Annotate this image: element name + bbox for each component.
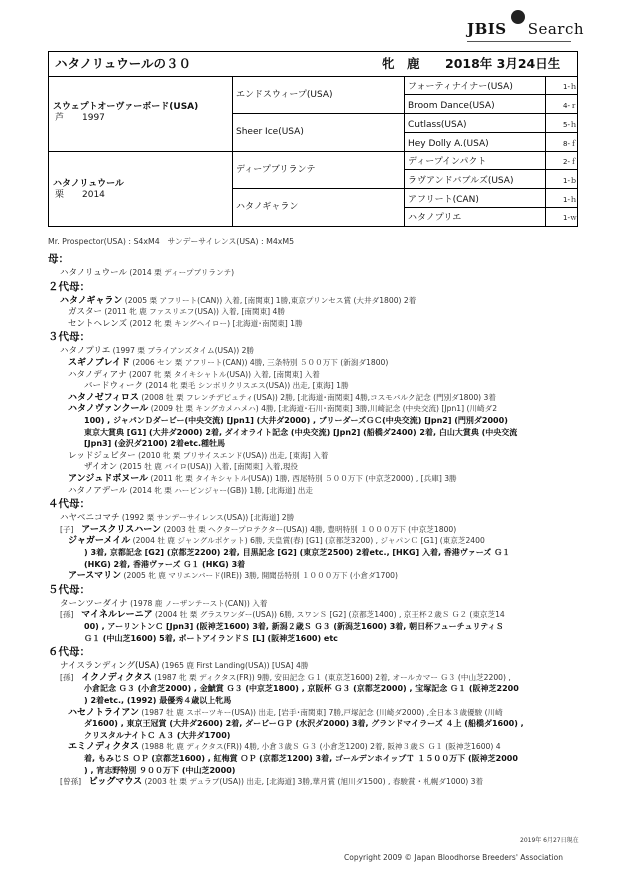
dam-info: 栗 2014 [55,190,105,200]
generation-heading: ５代母： [48,583,90,596]
horse-link[interactable]: アンジュドボヌール [68,474,149,484]
generation-heading: ４代母： [48,498,90,511]
relation-tag: [子] [60,524,74,534]
g3-name[interactable]: フォーティナイナー(USA) [408,82,513,92]
record-continuation: 着, もみじＳ ＯＰ (京都芝1600) , 紅梅賞 ＯＰ (京都芝1200) 3着, ゴールデンホイップＴ １５００万下 (阪神芝2000 [84,754,518,763]
horse-link[interactable]: エミノディクタス [68,742,140,753]
descendant-record [68,392,496,404]
family-code: 1-ｂ [563,177,577,185]
horse-link[interactable]: バードウィーク [84,381,143,392]
horse-color-sex: 牝 鹿 [382,56,420,71]
pedigree-table [48,51,578,227]
horse-link[interactable]: イクノディクタス [81,672,152,683]
horse-record: (2009 牡 栗 キングカメハメハ) 4勝, [北海道･石川･南関東] 3勝,川崎記念 (中央交流) [Jpn1] (川崎ダ2 [148,404,498,414]
record-continuation: 00) , アーリントンＣ [Jpn3] (阪神芝1600) 3着, 新潟２歳Ｓ Ｇ３ (新潟芝1600) 3着, 朝日杯フューチュリティＳ [84,622,504,631]
horse-record: (2012 牝 栗 キングヘイロー) [北海道･南関東] 1勝 [127,318,303,328]
dam-sire[interactable]: ディープブリランテ [236,165,316,175]
record-continuation: ) , 宵志野特別 ９００万下 (中山芝2000) [84,765,236,775]
horse-record: (1997 栗 ブライアンズタイム(USA)) 2勝 [110,346,255,356]
descendant-record [68,369,320,381]
horse-record: (1965 鹿 First Landing(USA)) [USA] 4勝 [159,661,309,671]
horse-record: (2005 栗 アフリート(CAN)) 入着, [南関東] 1勝,東京プリンセス賞 (大井ダ1800) 2着 [122,295,417,305]
record-continuation: ダ1600) , 東京王冠賞 (大井ダ2600) 2着, ダービーＧＰ (水沢ダ2000) 3着, グランドマイラーズ ４上 (船橋ダ1600) , [84,719,524,729]
horse-link[interactable]: ハタノリュウール [60,268,127,278]
generation-heading: 母： [48,253,69,265]
family-code: 1-ｗ [563,214,577,222]
descendant-record [68,535,485,547]
horse-link[interactable]: ナイスランディング(USA) [60,661,160,672]
relation-tag: [曾孫] [60,777,82,787]
horse-record: (2004 牡 鹿 ジャングルポケット) 6勝, 天皇賞(春) [G1] (京都芝3200) , ジャパンＣ [G1] (東京芝2400 [130,536,485,546]
horse-link[interactable]: ターンツーダイナ [60,598,128,609]
horse-record: (2003 牡 栗 ヘクタープロテクター(USA)) 4勝, 豊明特別 １０００万下 (中京芝1800) [161,524,457,534]
horse-record: (2010 牝 栗 ブリサイスエンド(USA)) 出走, [東海] 入着 [135,450,329,460]
generation-heading: ３代母： [48,331,90,344]
horse-link[interactable]: スギノブレイド [68,358,131,368]
sire-info: 芦 1997 [55,113,105,123]
g3-name[interactable]: Broom Dance(USA) [408,101,495,111]
record-continuation: 小倉記念 Ｇ３ (小倉芝2000) , 金鯱賞 Ｇ３ (中京芝1800) , 京阪杯 Ｇ３ (京都芝2000) , 宝塚記念 Ｇ１ (阪神芝2200 [84,684,519,694]
horse-link[interactable]: アースクリスハーン [81,524,162,535]
logo-underline [467,41,571,42]
horse-link[interactable]: ザイオン [84,462,118,473]
descendant-record [60,512,294,524]
horse-record: (2011 牝 栗 タイキシャトル(USA)) 1勝, 西尾特別 ５００万下 (中京芝2000) , [兵庫] 3勝 [148,474,457,483]
descendant-record [60,660,308,672]
horse-link[interactable]: レッドジュビター [68,450,136,461]
horse-record: (1978 鹿 ノーザンテースト(CAN)) 入着 [127,598,268,608]
descendant-record [68,306,285,318]
horse-link[interactable]: ガスター [68,307,103,318]
record-continuation: 100) , ジャパンＤダービー(中央交流) [Jpn1] (大井ダ2000) , ブリーダーズＧＣ(中央交流) [Jpn2] (門別ダ2000) [84,416,508,425]
family-code: 1-ｈ [563,83,577,91]
descendant-record [84,380,349,392]
record-continuation: Ｇ１ (中山芝1600) 5着, ポートアイランドＳ [L] (阪神芝1600) etc [84,633,338,643]
horse-record: (2008 牡 栗 フレンチデピュティ(USA)) 2勝, [北海道･南関東] 4勝,コスモバルク記念 (門別ダ1800) 3着 [138,392,496,402]
descendant-record [68,450,328,462]
record-continuation: [Jpn3] (金沢ダ2100) 2着etc.種牡馬 [84,439,226,449]
horse-link[interactable]: ハセノトライアン [68,707,140,718]
g3-name[interactable]: ラヴアンドバブルズ(USA) [408,176,514,186]
record-continuation: 東京大賞典 [G1] (大井ダ2000) 2着, ダイオライト記念 (中央交流) [Jpn2] (船橋ダ2400) 2着, 白山大賞典 (中央交流 [84,427,518,437]
family-code: 8-ｆ [563,140,577,148]
sire-name[interactable]: スウェプトオーヴァーボード(USA) [53,102,199,112]
descendant-record [68,570,398,582]
jbis-search-logo[interactable] [467,8,585,42]
horse-record: (2014 栗 ディープブリランテ) [126,268,235,277]
g3-name[interactable]: Cutlass(USA) [408,120,467,130]
horse-name: ハタノリュウールの３０ [55,56,192,71]
horse-record: (2011 牝 鹿 ファスリエフ(USA)) 入着, [南関東] 4勝 [102,307,285,317]
descendant-record [60,609,505,621]
horse-link[interactable]: ハタノアデール [68,485,128,496]
descendant-record [68,473,457,485]
descendant-record [68,485,313,497]
g3-name[interactable]: ハタノプリエ [408,213,462,223]
horse-record: (2014 牝 栗 ハービンジャー(GB)) 1勝, [北海道] 出走 [127,485,313,495]
logo-text: JBIS Search [467,20,585,38]
sire-sire[interactable]: エンドスウィープ(USA) [236,90,333,100]
horse-link[interactable]: ハタノプリエ [60,346,111,357]
generation-heading: ２代母： [48,280,90,293]
horse-link[interactable]: ハタノヴァンクール [68,404,149,415]
descendant-record [60,295,416,307]
horse-record: (1992 栗 サンデーサイレンス(USA)) [北海道] 2勝 [119,513,295,523]
record-continuation: (HKG) 2着, 香港ヴァーズ Ｇ１ (HKG) 3着 [84,559,246,569]
family-code: 4-ｒ [563,102,577,110]
descendant-record [60,776,483,788]
record-continuation: ) 3着, 京都記念 [G2] (京都芝2200) 2着, 目黒記念 [G2] (東京芝2500) 2着etc., [HKG] 入着, 香港ヴァーズ Ｇ１ [84,548,511,557]
descendant-record [60,672,511,684]
record-continuation: ) 2着etc., (1992) 最優秀４歳以上牝馬 [84,696,232,705]
horse-link[interactable]: ハタノディアナ [68,369,127,380]
horse-link[interactable]: マイネルレーニア [81,610,153,621]
horse-record: (2004 牡 栗 グラスワンダー(USA)) 6勝, スワンＳ [G2] (京都芝1400) , 京王杯２歳Ｓ Ｇ２ (東京芝14 [152,610,505,620]
dam-name[interactable]: ハタノリュウール [53,179,124,189]
family-code: 1-ｈ [563,196,577,204]
horse-record: (2003 牡 栗 デュラブ(USA)) 出走, [北海道] 3勝,華月賞 (旭川ダ1500) , 春駿賞・札幌ダ1000) 3着 [142,777,484,787]
horse-record: (2015 牡 鹿 バイロ(USA)) 入着, [南関東] 入着,現役 [117,462,299,472]
horse-link[interactable]: ジャガーメイル [68,536,131,547]
copyright: Copyright 2009 © Japan Bloodhorse Breeders' Association [344,853,563,862]
descendant-record [60,345,254,357]
horse-record: (2006 セン 栗 アフリート(CAN)) 4勝, 三条特別 ５００万下 (新潟ダ1800) [130,358,389,367]
horse-record: (2014 牝 栗毛 シンボリクリスエス(USA)) 出走, [東海] 1勝 [143,381,349,391]
descendant-record [60,598,267,610]
descendant-record [84,461,298,473]
descendant-record [68,741,501,753]
horse-link[interactable]: アースマリン [68,571,122,582]
horse-link[interactable]: ハヤベニコマチ [60,513,120,524]
relation-tag: [孫] [60,672,74,682]
g3-name[interactable]: ディープインパクト [408,157,487,167]
horse-record: (1988 牝 鹿 ディクタス(FR)) 4勝, 小倉３歳Ｓ Ｇ３ (小倉芝1200) 2着, 阪神３歳Ｓ Ｇ１ (阪神芝1600) 4 [139,742,501,752]
dam-dam[interactable]: ハタノギャラン [236,202,299,212]
horse-record: (1987 牡 鹿 スポーツキー(USA)) 出走, [岩手･南関東] 7勝,戸塚記念 (川崎ダ2000) ,全日本３歳優駿 (川崎 [139,707,503,717]
horse-link[interactable]: ビッグマウス [88,777,143,788]
horse-record: (2005 牝 鹿 マリエンバード(IRE)) 3勝, 開聞岳特別 １０００万下 (小倉ダ1700) [121,571,398,581]
descendant-record [60,524,456,536]
as-of-date: 2019年 6月27日現在 [520,837,579,844]
family-code: 2-ｆ [563,158,577,166]
relation-tag: [孫] [60,610,74,620]
descendant-record [68,318,303,330]
descendant-record [68,403,497,415]
family-code: 5-ｈ [563,121,577,129]
birth-date: 2018年 3月24日生 [445,56,561,71]
descendant-record [68,707,503,719]
globe-icon [511,10,525,24]
sire-dam[interactable]: Sheer Ice(USA) [236,127,304,137]
generation-heading: ６代母： [48,646,90,659]
horse-record: (2007 牝 栗 タイキシャトル(USA)) 入着, [南関東] 入着 [126,369,320,379]
inbreeding-note: Mr. Prospector(USA) : S4xM4 サンデーサイレンス(USA) : M4xM5 [48,237,295,246]
horse-link[interactable]: ハタノゼフィロス [68,392,139,403]
descendant-record [68,357,388,369]
g3-name[interactable]: アフリート(CAN) [408,195,479,205]
g3-name[interactable]: Hey Dolly A.(USA) [408,139,489,149]
horse-link[interactable]: セントヘレンズ [68,318,128,329]
record-continuation: クリスタルナイトＣ Ａ３ (大井ダ1700) [84,730,231,740]
horse-record: (1987 牝 栗 ディクタス(FR)) 9勝, 安田記念 Ｇ１ (東京芝1600) 2着, オールカマー Ｇ３ (中山芝2200) , [151,672,511,682]
descendant-record [60,267,234,279]
horse-link[interactable]: ハタノギャラン [60,295,123,306]
